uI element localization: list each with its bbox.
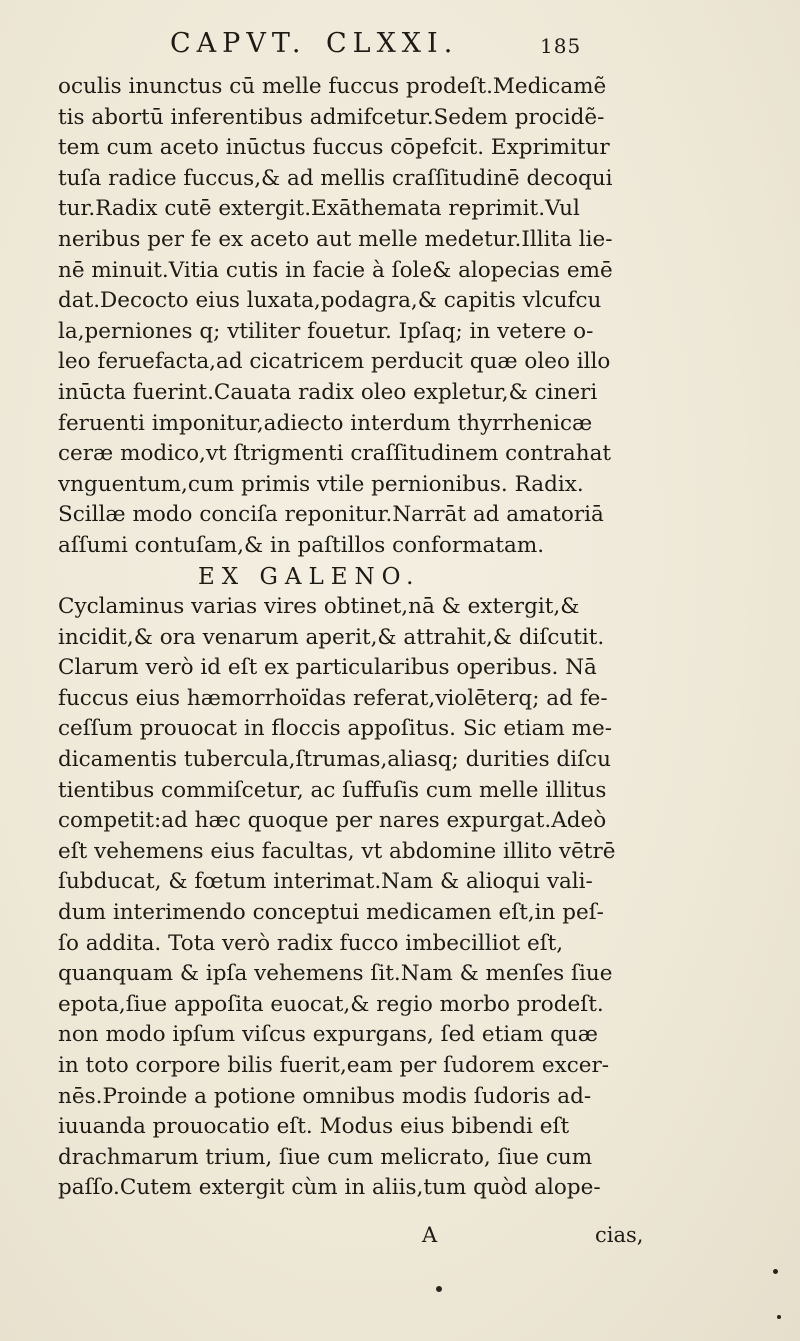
- text-line: Scillæ modo conciſa reponitur.Narrāt ad amatoriā: [58, 502, 604, 528]
- text-line: aſſumi contuſam,& in paſtillos conformatam.: [58, 532, 545, 558]
- text-line: tem cum aceto inūctus fuccus cōpefcit. Exprimitur: [58, 135, 610, 161]
- text-line: leo feruefacta,ad cicatricem perducit quæ oleo illo: [58, 349, 611, 375]
- text-line: fuccus eius hæmorrhoïdas referat,violēterq; ad fe-: [58, 685, 608, 711]
- text-line: dat.Decocto eius luxata,podagra,& capitis vlcufcu: [58, 288, 602, 314]
- text-block: [58, 72, 748, 1204]
- running-head-title: CAPVT.: [170, 28, 307, 59]
- section-heading: EX GALENO.: [198, 563, 421, 590]
- text-part-2: [58, 592, 748, 1204]
- text-line: ſubducat, & fœtum interimat.Nam & alioqui vali-: [58, 869, 593, 895]
- text-line: neribus per fe ex aceto aut melle medetur.Illita lie-: [58, 226, 613, 252]
- text-line: Cyclaminus varias vires obtinet,nā & extergit,&: [58, 594, 580, 620]
- text-line: dicamentis tubercula,ſtrumas,aliasq; durities diſcu: [58, 747, 611, 773]
- text-line: quanquam & ipſa vehemens ſit.Nam & menſes ſiue: [58, 961, 613, 987]
- text-line: oculis inunctus cū melle fuccus prodeſt.Medicamẽ: [58, 74, 607, 99]
- text-line: la,perniones q; vtiliter fouetur. Ipſaq; in vetere o-: [58, 318, 594, 344]
- ink-speck: [773, 1269, 778, 1274]
- text-line: epota,ſiue appoſita euocat,& regio morbo prodeſt.: [58, 991, 604, 1017]
- text-line: ſo addita. Tota verò radix fucco imbecilliot eſt,: [58, 930, 564, 956]
- folio-number: 185: [540, 34, 582, 58]
- text-line: ceræ modico,vt ſtrigmenti craſſitudinem contrahat: [58, 441, 612, 467]
- text-line: incidit,& ora venarum aperit,& attrahit,& diſcutit.: [58, 624, 605, 650]
- ink-speck: [436, 1286, 442, 1292]
- text-line: in toto corpore bilis fuerit,eam per ſudorem excer-: [58, 1053, 610, 1078]
- text-line: dum interimendo conceptui medicamen eſt,in peſ-: [58, 900, 604, 926]
- signature-mark: A: [422, 1223, 438, 1247]
- text-line: paſſo.Cutem extergit cùm in aliis,tum quòd alope-: [58, 1175, 601, 1201]
- page-footer: [0, 1223, 800, 1253]
- text-line: tientibus commiſcetur, ac ſuffuſis cum melle illitus: [58, 777, 607, 803]
- text-line: iuuanda prouocatio eſt. Modus eius bibendi eſt: [58, 1114, 570, 1140]
- text-line: tuſa radice fuccus,& ad mellis craſſitudinē decoqui: [58, 165, 613, 191]
- chapter-number: CLXXI.: [326, 28, 459, 59]
- text-part-1: [58, 72, 748, 562]
- catchword: cias,: [595, 1223, 644, 1247]
- text-line: vnguentum,cum primis vtile pernionibus. Radix.: [58, 471, 584, 497]
- text-line: tur.Radix cutē extergit.Exāthemata reprimit.Vul: [58, 196, 580, 222]
- text-line: eſt vehemens eius facultas, vt abdomine illito vētrē: [58, 838, 616, 864]
- running-head: [170, 28, 650, 62]
- text-line: nēs.Proinde a potione omnibus modis ſudoris ad-: [58, 1083, 592, 1109]
- text-line: drachmarum trium, ſiue cum melicrato, ſiue cum: [58, 1144, 593, 1170]
- text-line: inūcta fuerint.Cauata radix oleo expletur,& cineri: [58, 379, 598, 405]
- text-line: competit:ad hæc quoque per nares expurgat.Adeò: [58, 808, 607, 834]
- ink-speck: [777, 1315, 781, 1319]
- text-line: nē minuit.Vitia cutis in facie à ſole& alopecias emē: [58, 257, 613, 283]
- text-line: non modo ipſum viſcus expurgans, ſed etiam quæ: [58, 1022, 598, 1048]
- text-line: ceſſum prouocat in floccis appoſitus. Sic etiam me-: [58, 716, 612, 742]
- text-line: Clarum verò id eſt ex particularibus operibus. Nā: [58, 655, 597, 681]
- text-line: tis abortū inferentibus admifcetur.Sedem procidẽ-: [58, 104, 605, 130]
- text-line: feruenti imponitur,adiecto interdum thyrrhenicæ: [58, 410, 593, 436]
